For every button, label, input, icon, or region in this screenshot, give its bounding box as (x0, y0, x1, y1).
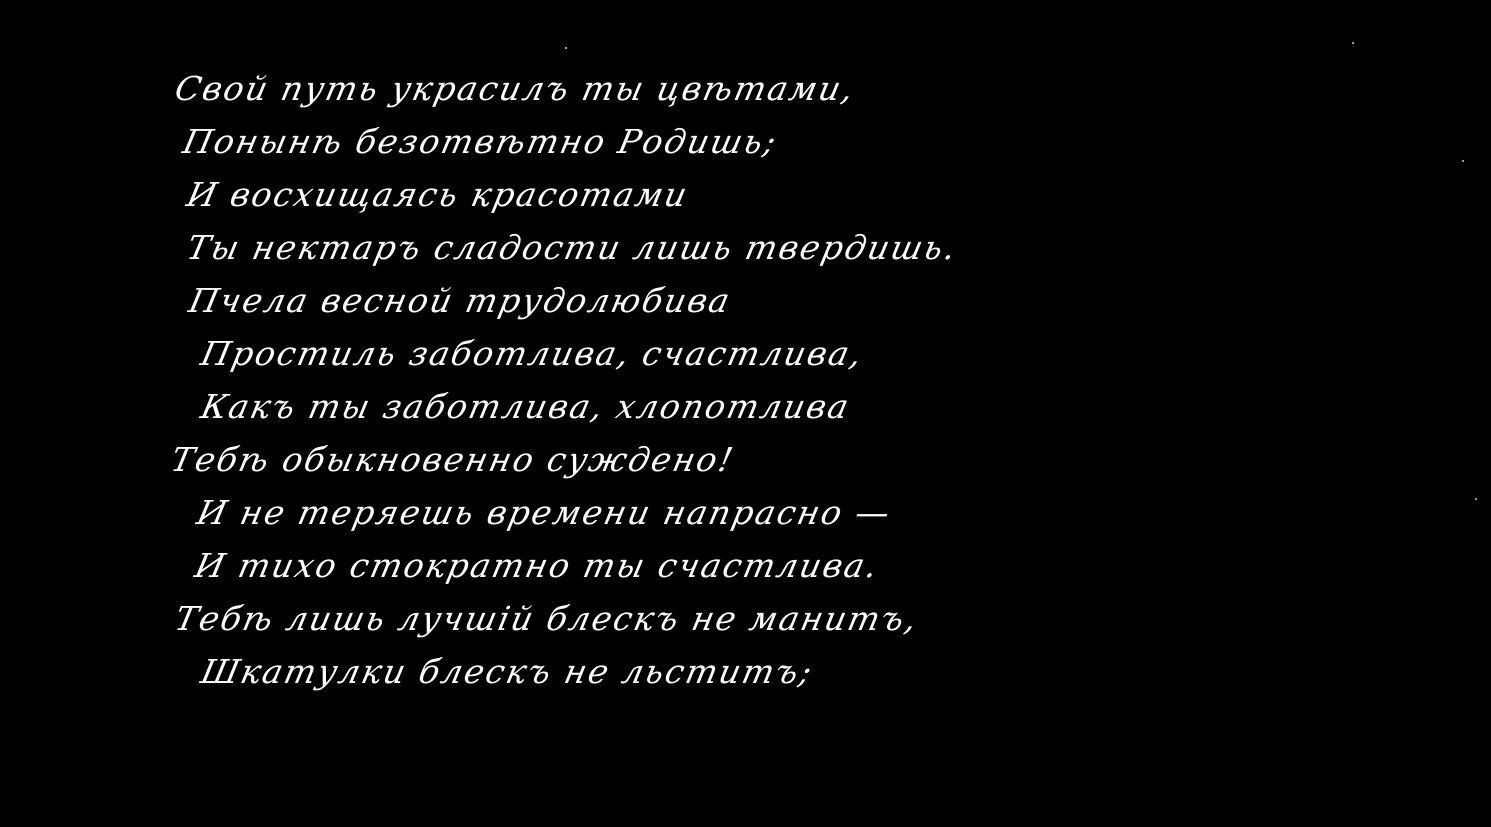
poem-line-1: Свой путь украсилъ ты цвѣтами, (171, 69, 859, 108)
poem-line-8: Тебѣ обыкновенно суждено! (167, 440, 739, 479)
ink-speck (565, 47, 567, 49)
poem-line-9: И не теряешь времени напрасно — (193, 493, 896, 532)
poem-line-2: Понынѣ безотвѣтно Родишь; (179, 122, 782, 161)
poem-line-11: Тебѣ лишь лучшій блескъ не манитъ, (171, 599, 923, 638)
ink-speck (1462, 160, 1464, 162)
poem-line-5: Пчела весной трудолюбива (185, 281, 736, 320)
handwritten-poem (160, 62, 1200, 698)
poem-line-12: Шкатулки блескъ не льститъ; (197, 652, 818, 691)
ink-speck (1475, 498, 1477, 500)
poem-line-6: Простиль заботлива, счастлива, (197, 334, 868, 373)
poem-line-4: Ты нектаръ сладости лишь твердишь. (183, 228, 962, 267)
poem-line-10: И тихо стократно ты счастлива. (191, 546, 883, 585)
poem-line-3: И восхищаясь красотами (183, 175, 693, 214)
poem-line-7: Какъ ты заботлива, хлопотлива (197, 387, 854, 426)
ink-speck (1352, 42, 1354, 44)
